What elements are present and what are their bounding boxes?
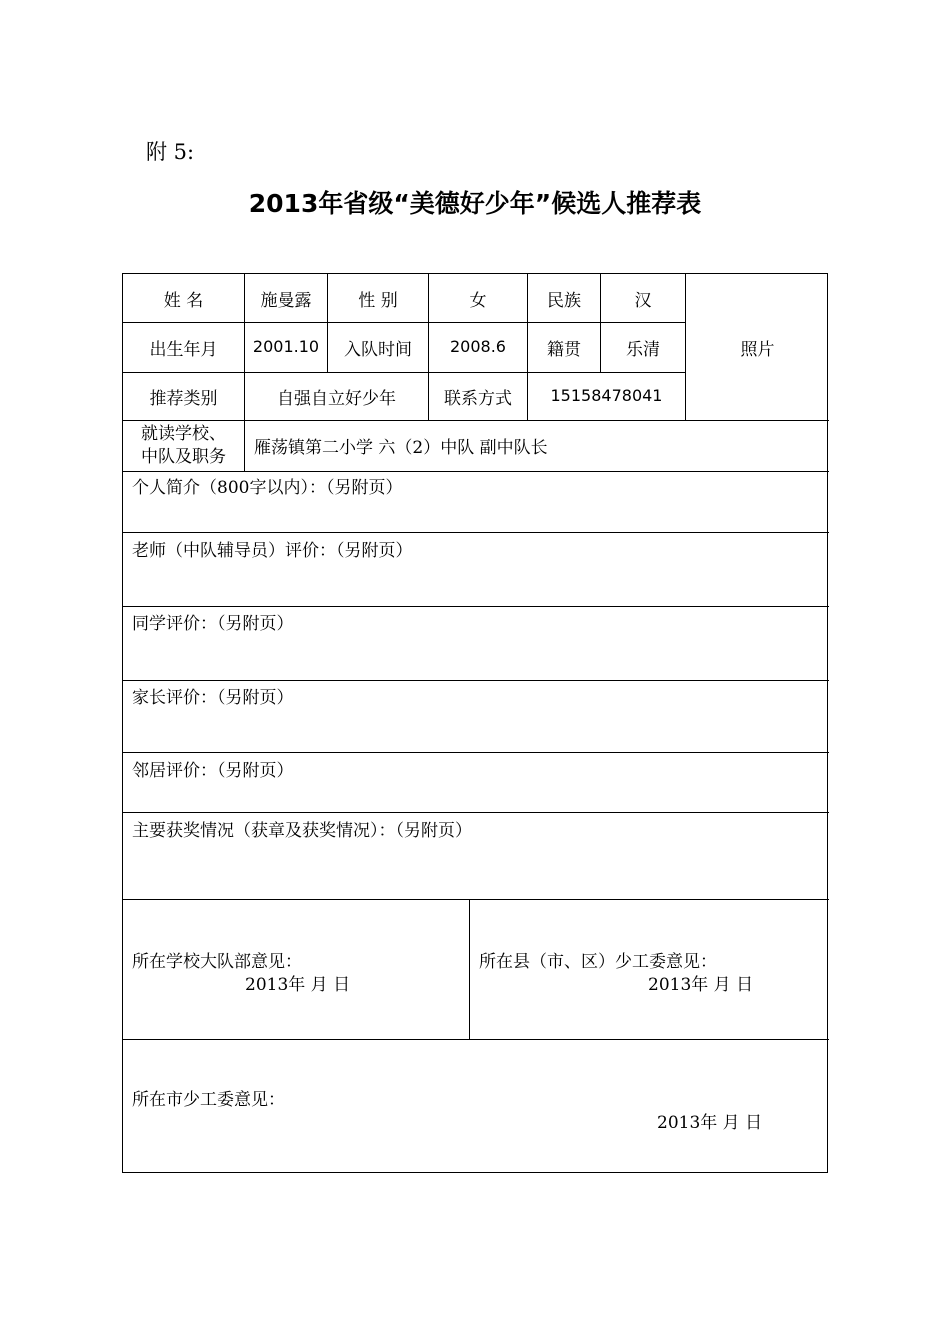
grid-line: [123, 1039, 829, 1040]
join-label: 入队时间: [344, 340, 412, 360]
page-title: 2013年省级“美德好少年”候选人推荐表: [248, 189, 702, 218]
parent-evaluation-section: 家长评价：（另附页）: [132, 688, 294, 708]
ethnicity-value: 汉: [634, 290, 652, 311]
join-value: 2008.6: [450, 336, 506, 356]
grid-line: [469, 899, 470, 1039]
birth-label: 出生年月: [149, 340, 218, 360]
city-opinion-label: 所在市少工委意见：: [132, 1090, 285, 1110]
school-opinion-date: 2013年 月 日: [245, 975, 351, 995]
ethnicity-label: 民族: [547, 290, 581, 311]
county-opinion-date: 2013年 月 日: [648, 975, 754, 995]
classmate-evaluation-section: 同学评价：（另附页）: [132, 614, 294, 634]
birth-value: 2001.10: [252, 336, 320, 356]
grid-line: [123, 532, 829, 533]
contact-value: 15158478041: [550, 385, 663, 405]
grid-line: [123, 812, 829, 813]
grid-line: [123, 680, 829, 681]
profile-section: 个人简介（800字以内）：（另附页）: [132, 478, 403, 498]
school-value: 雁荡镇第二小学 六（2）中队 副中队长: [254, 437, 548, 458]
recommendation-form: [122, 273, 828, 1173]
gender-label: 性 别: [358, 290, 398, 311]
neighbor-evaluation-section: 邻居评价：（另附页）: [132, 761, 294, 781]
grid-line: [123, 752, 829, 753]
grid-line: [123, 899, 829, 900]
category-label: 推荐类别: [149, 389, 218, 409]
name-value: 施曼露: [260, 290, 312, 311]
grid-line: [123, 471, 829, 472]
school-label: [123, 421, 244, 471]
photo-placeholder: 照片: [740, 339, 775, 360]
city-opinion-date: 2013年 月 日: [657, 1113, 763, 1133]
awards-section: 主要获奖情况（获章及获奖情况）：（另附页）: [132, 821, 472, 841]
school-label-line2: 中队及职务: [141, 447, 226, 467]
county-opinion-label: 所在县（市、区）少工委意见：: [479, 952, 717, 972]
gender-value: 女: [469, 290, 487, 311]
contact-label: 联系方式: [444, 389, 512, 409]
native-place-value: 乐清: [626, 340, 660, 360]
grid-line: [123, 606, 829, 607]
native-place-label: 籍贯: [547, 340, 581, 360]
school-opinion-label: 所在学校大队部意见：: [132, 952, 302, 972]
category-value: 自强自立好少年: [277, 389, 396, 409]
attachment-label: 附 5:: [146, 140, 195, 164]
name-label: 姓 名: [163, 290, 204, 311]
school-label-line1: 就读学校、: [141, 424, 226, 444]
teacher-evaluation-section: 老师（中队辅导员）评价：（另附页）: [132, 541, 413, 561]
